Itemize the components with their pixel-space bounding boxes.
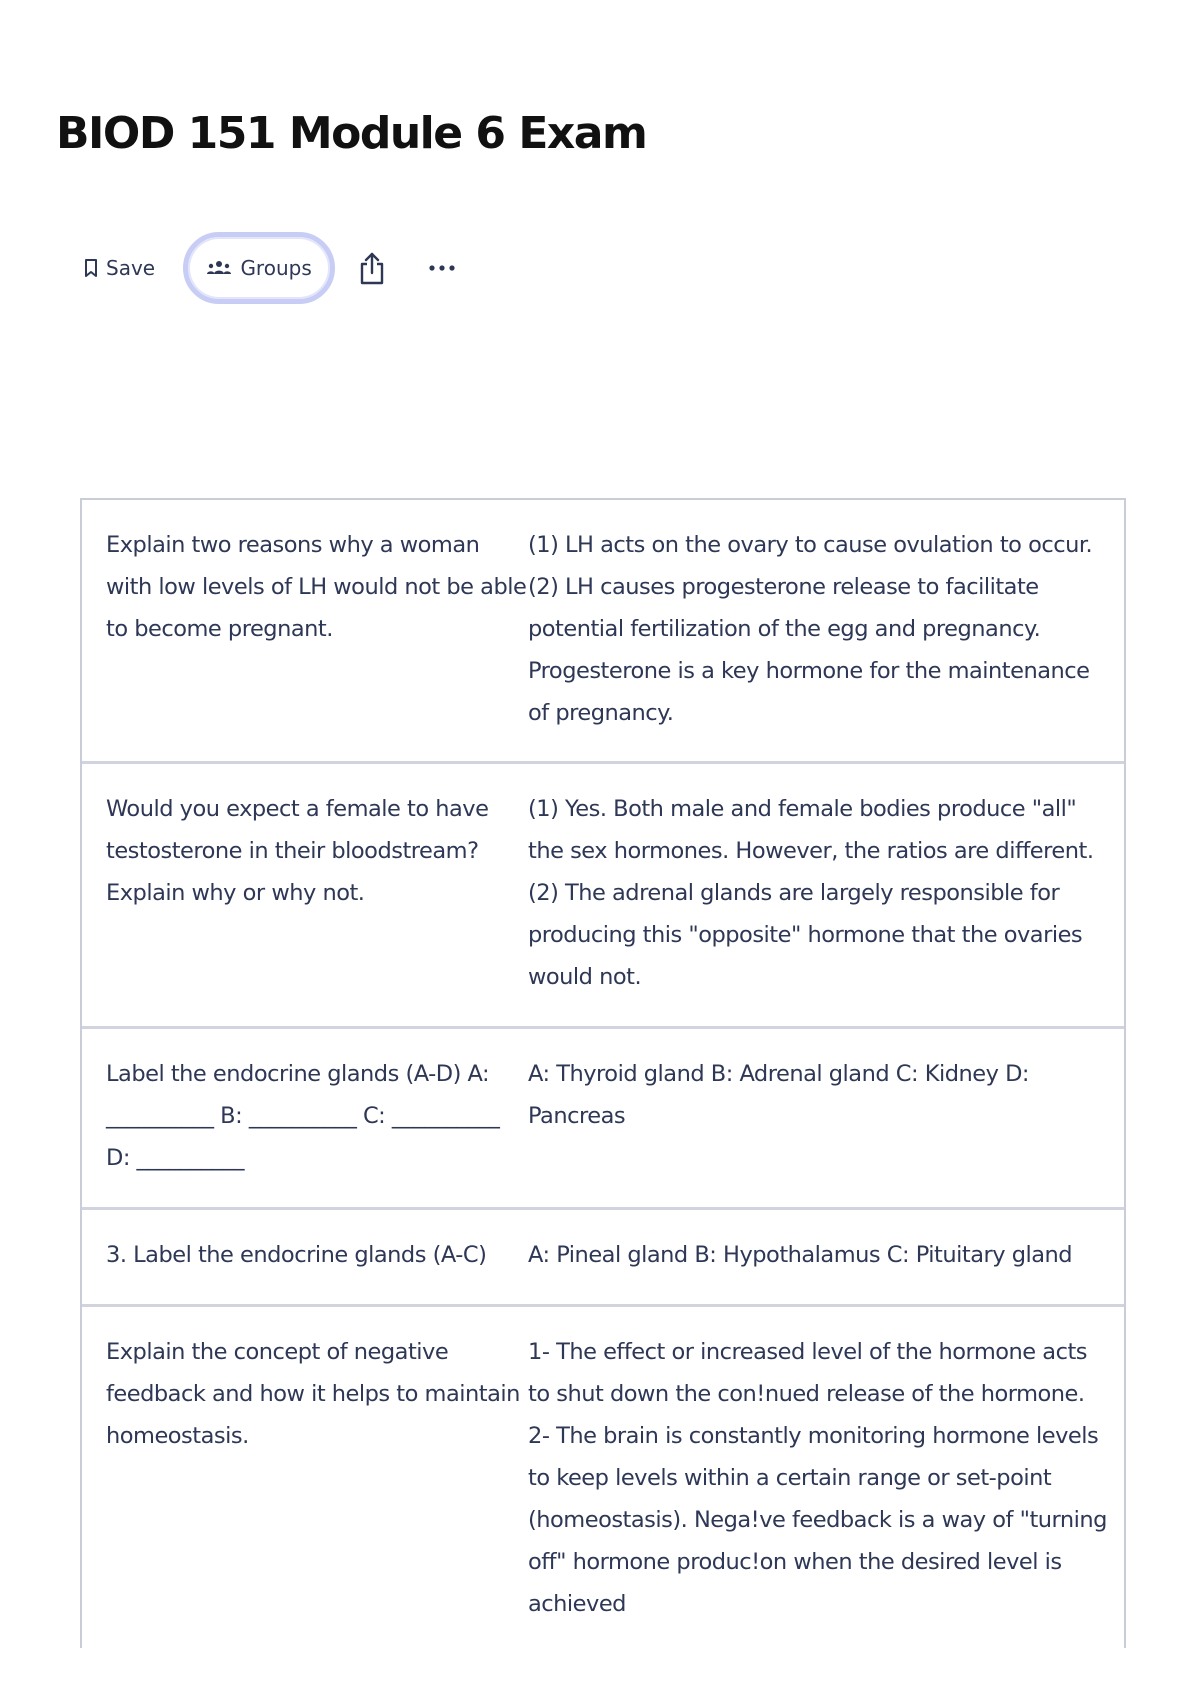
more-options-button[interactable]	[425, 250, 459, 286]
card-term: 3. Label the endocrine glands (A-C)	[106, 1242, 487, 1268]
card-row[interactable]	[82, 1210, 1124, 1307]
card-definition: A: Pineal gland B: Hypothalamus C: Pituitary gland	[528, 1242, 1073, 1268]
set-toolbar	[62, 228, 459, 308]
page-title: BIOD 151 Module 6 Exam	[56, 108, 647, 159]
share-button[interactable]	[357, 250, 387, 286]
card-row[interactable]	[82, 1029, 1124, 1210]
save-button[interactable]	[84, 256, 155, 280]
card-definition: (1) LH acts on the ovary to cause ovulation to occur. (2) LH causes progesterone release to facilitate potential fertilization of the egg and pregnancy. Progesterone is a key hormone for the maintenance of pregnancy.	[528, 532, 1093, 726]
card-term: Would you expect a female to have testosterone in their bloodstream? Explain why or why not.	[106, 796, 489, 906]
card-definition: (1) Yes. Both male and female bodies produce "all" the sex hormones. However, the ratios are different. (2) The adrenal glands are largely responsible for producing this "opposite" hormone that the ovaries would not.	[528, 796, 1094, 990]
save-label: Save	[106, 256, 156, 280]
share-icon	[359, 251, 385, 285]
groups-label: Groups	[240, 256, 312, 280]
groups-button[interactable]	[183, 232, 335, 304]
groups-icon	[206, 260, 232, 276]
card-term: Explain two reasons why a woman with low levels of LH would not be able to become pregnant.	[106, 532, 527, 642]
more-options-icon	[427, 264, 457, 272]
flashcard-list	[80, 498, 1126, 1648]
card-definition: A: Thyroid gland B: Adrenal gland C: Kidney D: Pancreas	[528, 1061, 1029, 1129]
card-term: Explain the concept of negative feedback and how it helps to maintain homeostasis.	[106, 1339, 520, 1449]
bookmark-icon	[84, 258, 98, 278]
card-row[interactable]	[82, 1307, 1124, 1648]
card-row[interactable]	[82, 500, 1124, 764]
card-definition: 1- The effect or increased level of the hormone acts to shut down the con!nued release of the hormone. 2- The brain is constantly monitoring hormone levels to keep levels within a certain range or set-point (homeostasis). Nega!ve feedback is a way of "turning off" hormone produc!on when the desired level is achieved	[528, 1339, 1107, 1617]
card-term: Label the endocrine glands (A-D) A: __________ B: __________ C: __________ D: __________	[106, 1061, 500, 1171]
card-row[interactable]	[82, 764, 1124, 1029]
